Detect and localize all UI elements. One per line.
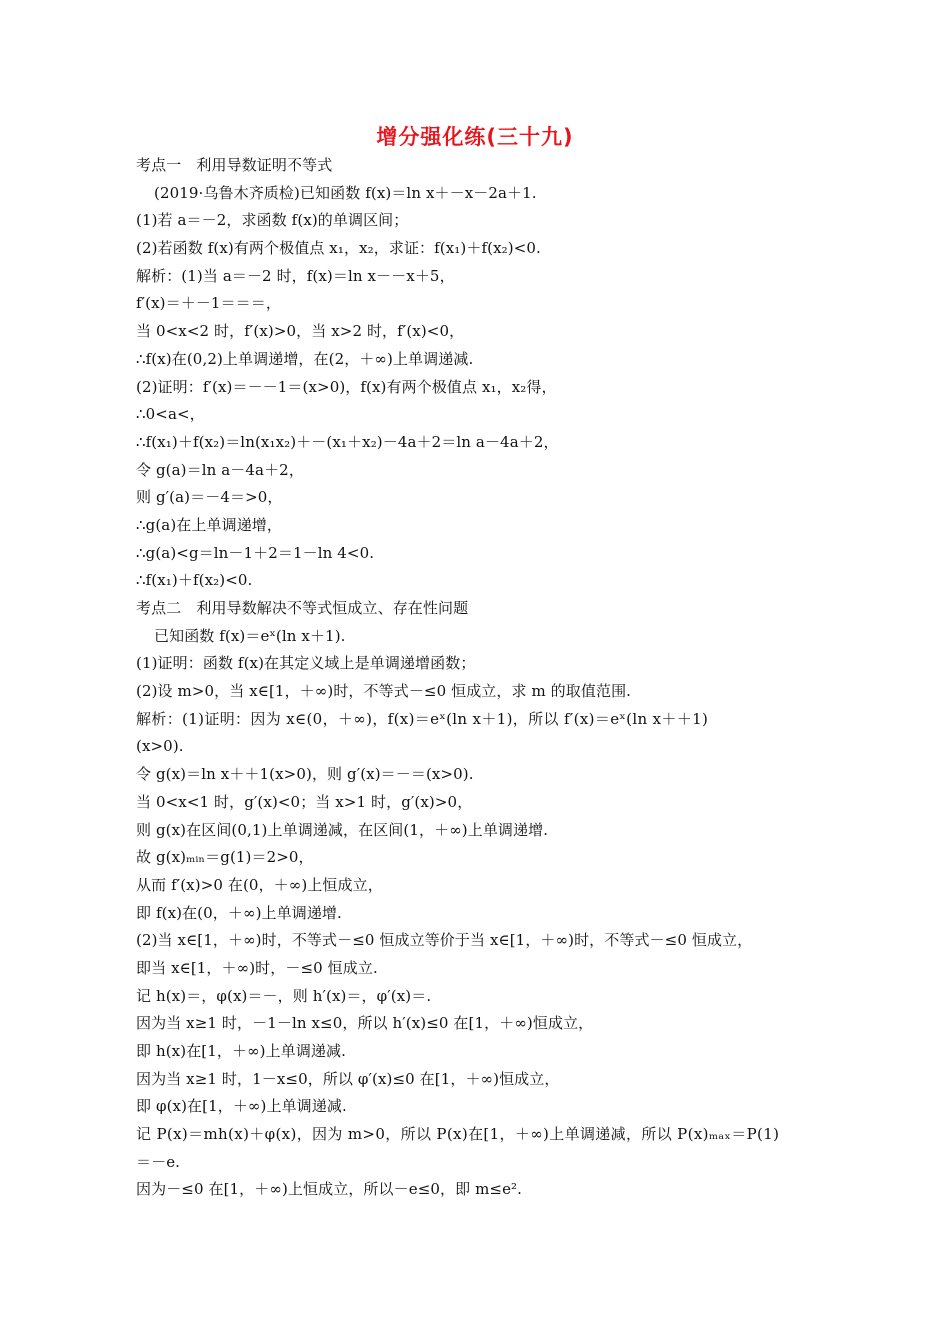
text-line: 记 h(x)＝，φ(x)＝－，则 h′(x)＝，φ′(x)＝. <box>136 986 432 1005</box>
text-line: 即 f(x)在(0，＋∞)上单调递增. <box>136 903 342 922</box>
text-line: (1)证明：函数 f(x)在其定义域上是单调递增函数； <box>136 654 476 673</box>
text-line: 即 h(x)在[1，＋∞)上单调递减. <box>136 1042 347 1060</box>
text-line: (2019·乌鲁木齐质检)已知函数 f(x)＝ln x＋－x－2a＋1. <box>154 183 537 202</box>
text-line: ∴f(x)在(0,2)上单调递增，在(2，＋∞)上单调递减. <box>136 349 474 368</box>
text-line: 因为当 x≥1 时，－1－ln x≤0，所以 h′(x)≤0 在[1，＋∞)恒成立， <box>136 1014 594 1033</box>
text-line: 解析：(1)证明：因为 x∈(0，＋∞)，f(x)＝eˣ(ln x＋1)，所以 f′(x)＝eˣ(ln x＋＋1) <box>136 709 709 728</box>
text-line: 故 g(x)ₘᵢₙ＝g(1)＝2>0， <box>136 848 314 867</box>
text-line: 当 0<x<1 时，g′(x)<0；当 x>1 时，g′(x)>0， <box>136 792 473 811</box>
text-line: 令 g(a)＝ln a－4a＋2， <box>136 460 304 479</box>
text-line: 因为－≤0 在[1，＋∞)上恒成立，所以－e≤0，即 m≤e². <box>136 1180 523 1199</box>
document-body <box>136 152 826 1204</box>
text-line: ∴f(x₁)＋f(x₂)＝ln(x₁x₂)＋－(x₁＋x₂)－4a＋2＝ln a－4a＋2， <box>136 432 559 451</box>
text-line: (2)设 m>0，当 x∈[1，＋∞)时，不等式－≤0 恒成立，求 m 的取值范围. <box>136 682 632 701</box>
text-line: 则 g′(a)＝－4＝>0， <box>136 488 283 507</box>
text-line: 当 0<x<2 时，f′(x)>0，当 x>2 时，f′(x)<0， <box>136 322 465 341</box>
text-line: ∴g(a)<g＝ln－1＋2＝1－ln 4<0. <box>136 543 375 562</box>
text-line: (1)若 a＝－2，求函数 f(x)的单调区间； <box>136 211 409 230</box>
text-line: ∴0<a<， <box>136 405 205 424</box>
text-line: 则 g(x)在区间(0,1)上单调递减，在区间(1，＋∞)上单调递增. <box>136 820 549 839</box>
text-line: 因为当 x≥1 时，1－x≤0，所以 φ′(x)≤0 在[1，＋∞)恒成立， <box>136 1069 560 1088</box>
text-line: 解析：(1)当 a＝－2 时，f(x)＝ln x－－x＋5， <box>136 266 455 285</box>
text-line: (2)若函数 f(x)有两个极值点 x₁，x₂，求证：f(x₁)＋f(x₂)<0. <box>136 239 541 258</box>
text-line: ∴f(x₁)＋f(x₂)<0. <box>136 571 253 590</box>
text-line: (2)当 x∈[1，＋∞)时，不等式－≤0 恒成立等价于当 x∈[1，＋∞)时，不等式－≤0 恒成立， <box>136 931 753 950</box>
text-line: f′(x)＝＋－1＝＝＝， <box>136 294 281 313</box>
text-line: 考点二 利用导数解决不等式恒成立、存在性问题 <box>136 599 469 617</box>
text-line: ＝－e. <box>136 1152 181 1171</box>
text-line: 考点一 利用导数证明不等式 <box>136 156 333 174</box>
text-line: 记 P(x)＝mh(x)＋φ(x)，因为 m>0，所以 P(x)在[1，＋∞)上单调递减，所以 P(x)ₘₐₓ＝P(1) <box>136 1125 780 1144</box>
text-line: (x>0). <box>136 737 184 756</box>
text-line: 从而 f′(x)>0 在(0，＋∞)上恒成立， <box>136 875 383 894</box>
page-title: 增分强化练(三十九) <box>376 125 574 149</box>
text-line: (2)证明：f′(x)＝－－1＝(x>0)，f(x)有两个极值点 x₁，x₂得， <box>136 377 557 396</box>
text-line: 已知函数 f(x)＝eˣ(ln x＋1). <box>154 626 346 645</box>
text-line: 令 g(x)＝ln x＋＋1(x>0)，则 g′(x)＝－＝(x>0). <box>136 765 474 784</box>
text-line: ∴g(a)在上单调递增， <box>136 515 282 534</box>
text-line: 即 φ(x)在[1，＋∞)上单调递减. <box>136 1097 347 1116</box>
text-line: 即当 x∈[1，＋∞)时，－≤0 恒成立. <box>136 958 378 977</box>
